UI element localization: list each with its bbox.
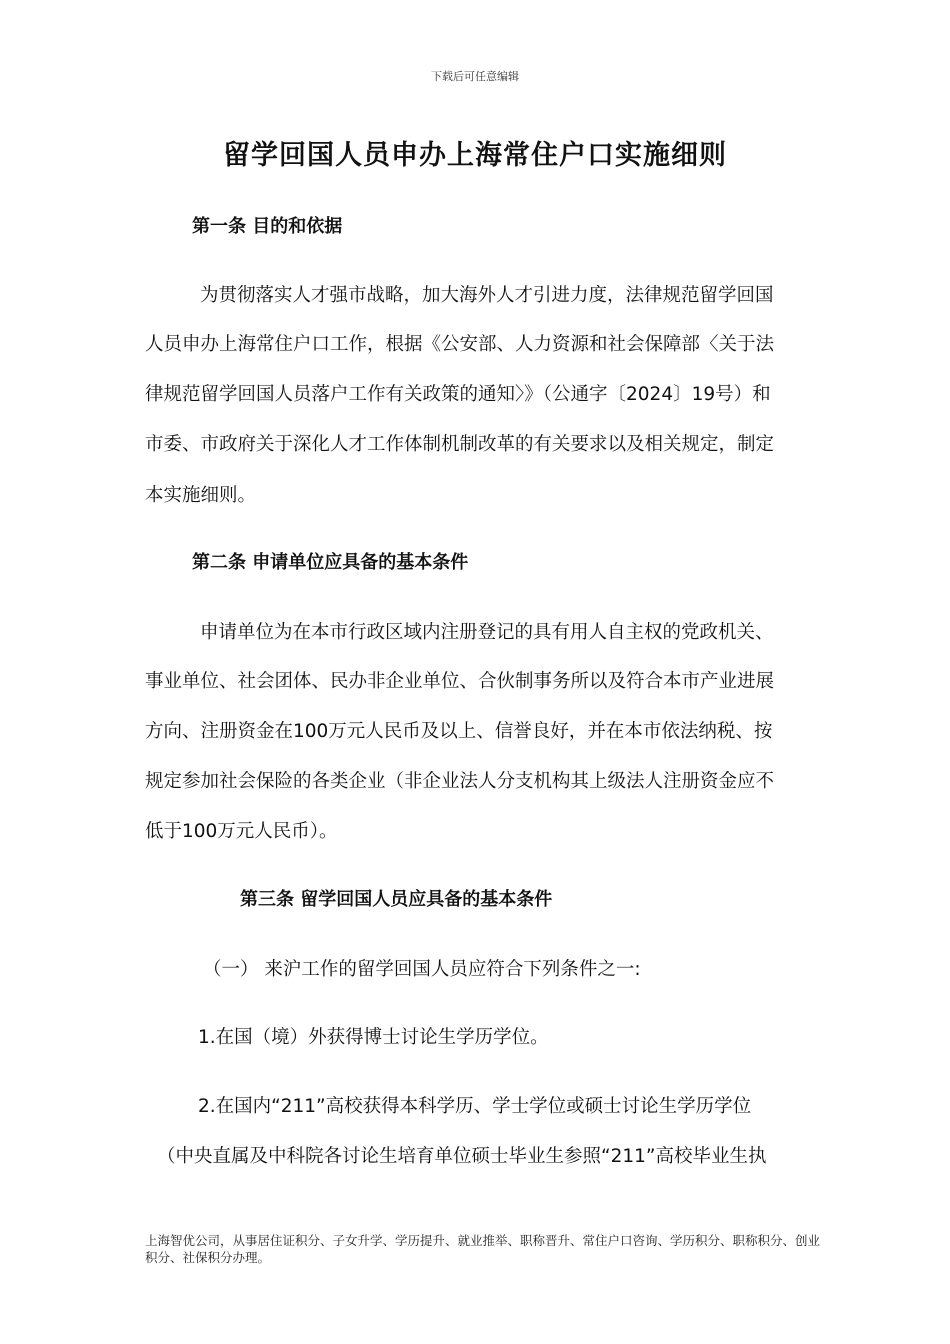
article-1-line: 人员申办上海常住户口工作，根据《公安部、人力资源和社会保障部〈关于法: [145, 334, 775, 355]
article-3-line: （一） 来沪工作的留学回国人员应符合下列条件之一:: [203, 959, 641, 980]
article-2-line: 方向、注册资金在100万元人民币及以上、信誉良好，并在本市依法纳税、按: [145, 721, 773, 742]
article-2-line: 低于100万元人民币）。: [145, 821, 338, 842]
header-note: 下载后可任意编辑: [431, 70, 519, 83]
article-1-line: 为贯彻落实人才强市战略，加大海外人才引进力度，法律规范留学回国: [200, 285, 774, 306]
article-2-line: 规定参加社会保险的各类企业（非企业法人分支机构其上级法人注册资金应不: [145, 771, 775, 792]
article-1-line: 律规范留学回国人员落户工作有关政策的通知〉》（公通字〔2024〕19号）和: [145, 384, 771, 405]
footer-note: 上海智优公司，从事居住证积分、子女升学、学历提升、就业推举、职称晋升、常住户口咨询、学历积分、职称积分、创业积分、社保积分办理。: [145, 1233, 821, 1265]
article-3-line: （中央直属及中科院各讨论生培育单位硕士毕业生参照“211”高校毕业生执: [157, 1146, 767, 1167]
article-2-line: 事业单位、社会团体、民办非企业单位、合伙制事务所以及符合本市产业进展: [145, 671, 775, 692]
article-1-line: 市委、市政府关于深化人才工作体制机制改革的有关要求以及相关规定，制定: [145, 434, 775, 455]
article-3-line: 1.在国（境）外获得博士讨论生学历学位。: [198, 1027, 549, 1048]
article-2-line: 申请单位为在本市行政区域内注册登记的具有用人自主权的党政机关、: [200, 622, 774, 643]
article-3-line: 2.在国内“211”高校获得本科学历、学士学位或硕士讨论生学历学位: [198, 1096, 752, 1117]
article-3-heading: 第三条 留学回国人员应具备的基本条件: [240, 889, 553, 910]
article-1-line: 本实施细则。: [145, 485, 257, 506]
article-2-heading: 第二条 申请单位应具备的基本条件: [192, 552, 469, 573]
document-title: 留学回国人员申办上海常住户口实施细则: [223, 140, 727, 171]
article-1-heading: 第一条 目的和依据: [192, 216, 343, 237]
